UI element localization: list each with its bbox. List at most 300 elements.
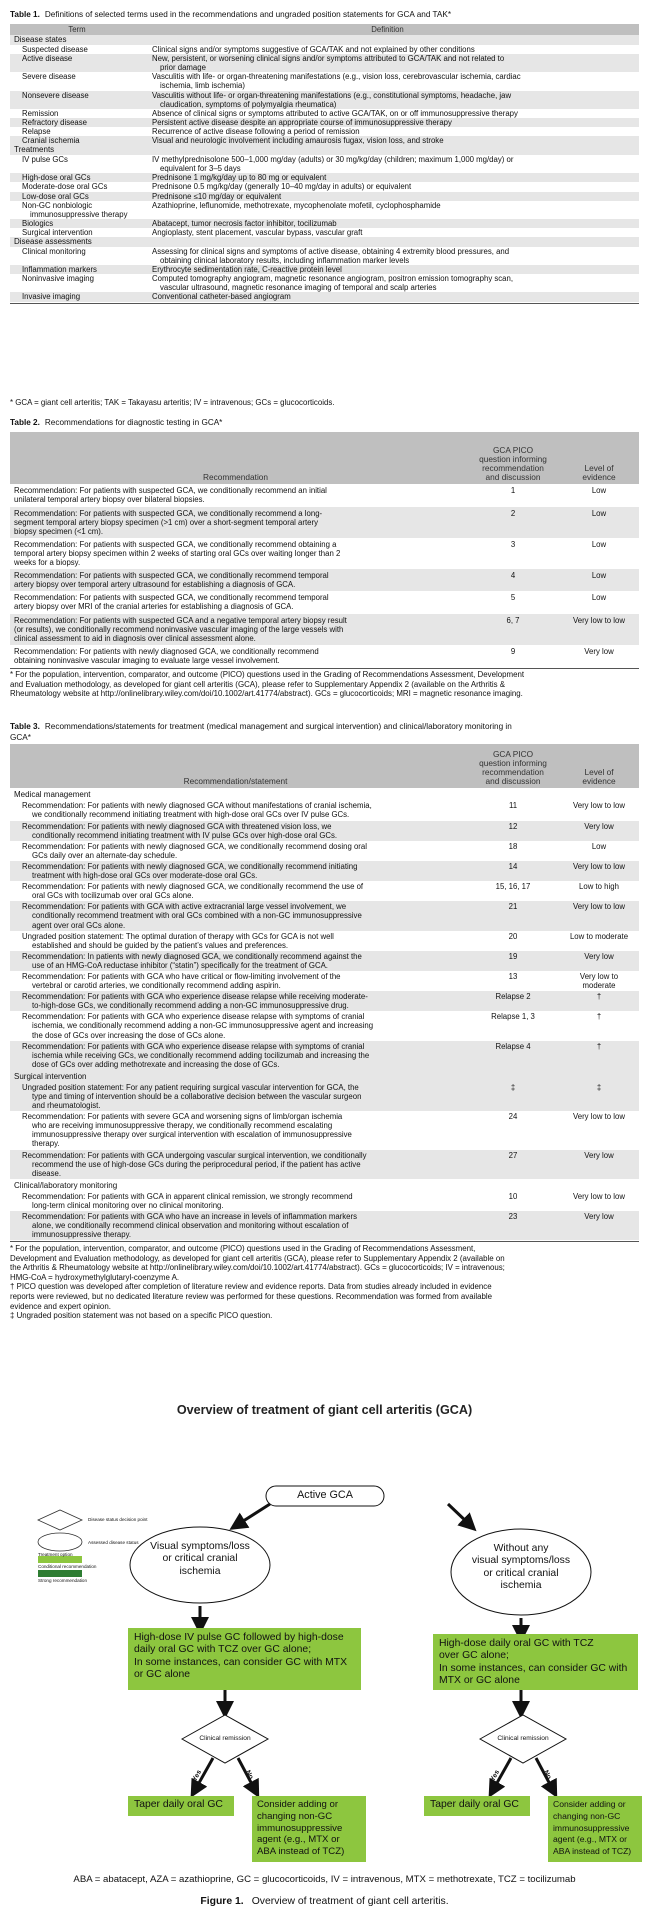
table1-row [10, 72, 639, 90]
pico-cell: 13 [508, 971, 518, 981]
recommendation-line: who are receiving immunosuppressive therapy, we conditionally recommend escalating [32, 1121, 333, 1131]
level-line: ‡ [596, 1082, 602, 1092]
recommendation-cell [14, 616, 463, 643]
recommendation-line: Recommendation: For patients with newly diagnosed GCA without manifestations of cranial ischemia, [22, 801, 372, 811]
definition-cell [140, 72, 635, 90]
pico-header-line: recommendation [482, 767, 544, 778]
level-line: Very low [584, 1150, 614, 1160]
pico-cell: 19 [508, 951, 518, 961]
recommendation-cell [14, 1012, 463, 1039]
table3-section-title: Surgical intervention [10, 1070, 639, 1082]
definition-line: Assessing for clinical signs and symptoms of active disease, obtaining 4 extremity blood pressures, and [152, 246, 510, 256]
recommendation-cell [14, 1042, 463, 1069]
table1-row [10, 118, 639, 127]
term: Inflammation markers [22, 265, 97, 275]
level-line: Very low to low [572, 861, 625, 871]
treatment-line: High-dose IV pulse GC followed by high-dose [134, 1632, 344, 1643]
left-status-text [130, 1541, 270, 1578]
pico-cell: 4 [510, 571, 516, 581]
pico-cell: 9 [510, 646, 516, 656]
table3-footnote-line: ‡ Ungraded position statement was not based on a specific PICO question. [10, 1311, 273, 1321]
table1-caption: Table 1. Definitions of selected terms used in the recommendations and ungraded position statements for GCA and TAK* [10, 10, 452, 19]
recommendation-line: Recommendation: For patients with suspected GCA, we conditionally recommend temporal [14, 571, 329, 581]
definition-line: Conventional catheter-based angiogram [152, 292, 291, 302]
table2-footnote-line: Rheumatology website at http://onlinelibrary.wiley.com/doi/10.1002/art.41774/abstract). GCs = glucocorticoids; MRI = magnetic resonance imaging. [10, 689, 523, 699]
recommendation-cell [14, 647, 463, 665]
consider-line: Consider adding or [257, 1799, 339, 1810]
caption-text: Recommendations/statements for treatment (medical management and surgical intervention) and clinical/laboratory monitoring in [44, 722, 512, 731]
recommendation-cell [14, 842, 463, 860]
level-line: † [596, 1041, 602, 1051]
pico-header-line: GCA PICO [492, 749, 534, 759]
term: High-dose oral GCs [22, 173, 91, 183]
pico-cell: 23 [508, 1212, 518, 1222]
right-decision-label: Clinical remission [497, 1735, 549, 1742]
consider-line: ABA instead of TCZ) [257, 1846, 345, 1858]
pico-header-line: and discussion [485, 472, 541, 483]
pico-cell: 3 [510, 539, 516, 549]
level-cell [563, 1083, 635, 1110]
left-consider-box [252, 1796, 366, 1862]
definition-cell [140, 155, 635, 173]
consider-line: Consider adding or [553, 1799, 626, 1809]
definition-line: Abatacept, tumor necrosis factor inhibitor, tocilizumab [152, 218, 337, 228]
recommendation-line: the dose of GCs over increasing the dose of GCs alone. [32, 1030, 226, 1040]
recommendation-line: Recommendation: For patients with GCA who experience disease relapse with symptoms of cranial [22, 1012, 365, 1022]
recommendation-line: conditionally recommend treatment with oral GCs combined with a non-GC immunosuppressive [32, 911, 362, 921]
table1-row [10, 109, 639, 118]
level-cell [563, 801, 635, 819]
term-cell [14, 118, 140, 127]
term-cell [14, 247, 140, 265]
treatment-line: daily oral GC with TCZ over GC alone; [134, 1644, 312, 1656]
col-pico-header [463, 446, 563, 482]
level-header-line: evidence [582, 776, 616, 787]
table3-bottom-rule [10, 1241, 639, 1242]
recommendation-cell [14, 1112, 463, 1148]
term: Remission [22, 108, 59, 118]
caption-line [10, 722, 639, 733]
pico-cell: ‡ [510, 1082, 516, 1092]
level-cell [563, 882, 635, 900]
term-cell [14, 228, 140, 237]
recommendation-line: Recommendation: For patients with GCA undergoing vascular surgical intervention, we conditionally [22, 1150, 367, 1160]
table3-row [10, 881, 639, 901]
table1-row [10, 274, 639, 292]
definition-line: Vasculitis with life- or organ-threatening manifestations (e.g., vision loss, cerebrovascular ischemia, cardiac [152, 72, 521, 82]
table1-row [10, 192, 639, 201]
recommendation-line: Recommendation: For patients with suspected GCA, we conditionally recommend an initial [14, 486, 327, 496]
level-line: Very low to low [572, 1112, 625, 1122]
right-yes-label: Yes [489, 1769, 502, 1783]
level-cell [563, 1012, 635, 1039]
right-taper-box: Taper daily oral GC [424, 1796, 530, 1816]
left-no-label: No [243, 1769, 255, 1781]
level-cell [563, 822, 635, 840]
definition-cell [140, 228, 635, 237]
recommendation-cell [14, 1212, 463, 1239]
status-line: visual symptoms/loss [471, 1555, 571, 1567]
term: Invasive imaging [22, 292, 81, 302]
recommendation-cell [14, 1192, 463, 1210]
level-line: moderate [582, 981, 616, 991]
recommendation-line: agent over oral GCs alone. [32, 920, 126, 930]
level-line: Very low [584, 951, 614, 961]
table1-row [10, 54, 639, 72]
definition-cell [140, 201, 635, 219]
table1-section-title: Disease states [10, 35, 639, 45]
table3-row [10, 821, 639, 841]
recommendation-line: Recommendation: For patients with suspected GCA, we conditionally recommend a long- [14, 508, 323, 518]
recommendation-line: long-term clinical monitoring over no clinical monitoring. [32, 1200, 224, 1210]
status-line: ischemia [500, 1580, 542, 1592]
recommendation-line: Recommendation: For patients with GCA who have an increase in levels of inflammation markers [22, 1212, 357, 1222]
legend-label-status: Assessed disease status [88, 1540, 139, 1545]
level-cell [563, 1112, 635, 1148]
recommendation-line: alone, we conditionally recommend clinical observation and monitoring without escalation of [32, 1221, 349, 1231]
level-cell [563, 862, 635, 880]
recommendation-line: type and timing of intervention should be a collaborative decision between the vascular surgeon [32, 1092, 362, 1101]
term-cell [14, 219, 140, 228]
recommendation-line: biopsy specimen (<1 cm). [14, 526, 104, 536]
recommendation-line: segment temporal artery biopsy specimen (>1 cm) over a short-segment temporal artery [14, 517, 318, 527]
table3 [10, 744, 639, 1240]
recommendation-cell [14, 952, 463, 970]
recommendation-line: weeks for a biopsy. [14, 558, 81, 568]
definition-line: Prednisone 1 mg/kg/day up to 80 mg or equivalent [152, 173, 327, 183]
recommendation-line: Recommendation: For patients with newly diagnosed GCA with threatened vision loss, we [22, 821, 332, 831]
term-cell [14, 54, 140, 72]
term: Biologics [22, 218, 54, 228]
table3-header [10, 744, 639, 788]
table3-footnote-line: Development and Evaluation methodology, as developed for giant cell arteritis (GCA), please refer to Supplementary Appendix 2 (available on [10, 1253, 505, 1263]
status-line: Visual symptoms/loss [150, 1541, 250, 1552]
term-cell [14, 136, 140, 145]
table3-footnote-line: * For the population, intervention, comparator, and outcome (PICO) questions used in the Grading of Recommendations Assessment, [10, 1244, 476, 1253]
term-cell [14, 265, 140, 274]
table2-row [10, 569, 639, 591]
treatment-line: over GC alone; [439, 1650, 509, 1662]
recommendation-line: Recommendation: For patients with newly diagnosed GCA, we conditionally recommend initiating [22, 861, 358, 871]
recommendation-cell [14, 801, 463, 819]
level-line: Very low [584, 821, 614, 831]
term-cell [14, 192, 140, 201]
level-line: † [596, 1012, 602, 1022]
pico-cell: Relapse 2 [495, 992, 531, 1002]
definition-line: Azathioprine, leflunomide, methotrexate, mycophenolate mofetil, cyclophosphamide [152, 200, 441, 210]
recommendation-line: Recommendation: For patients with newly diagnosed GCA, we conditionally recommend [14, 646, 319, 656]
recommendation-cell [14, 509, 463, 536]
recommendation-cell [14, 862, 463, 880]
recommendation-line: artery biopsy over temporal artery ultrasound for establishing a diagnosis of GCA. [14, 580, 296, 590]
col-def-header: Definition [371, 25, 404, 34]
level-cell: Low [591, 539, 607, 549]
recommendation-cell [14, 1083, 463, 1110]
table3-row [10, 1191, 639, 1211]
table3-label: Table 3. [10, 722, 40, 731]
table1-row [10, 173, 639, 182]
definition-line: Angioplasty, stent placement, vascular bypass, vascular graft [152, 227, 363, 237]
level-cell: Low [591, 508, 607, 518]
definition-line: vascular ultrasound, magnetic resonance imaging of temporal and scalp arteries [160, 283, 437, 293]
level-cell [563, 902, 635, 929]
table3-footnote-line: evidence and expert opinion. [10, 1301, 111, 1311]
definition-cell [140, 118, 635, 127]
pico-cell: 5 [510, 593, 516, 603]
definition-cell [140, 219, 635, 228]
recommendation-line: use of an HMG-CoA reductase inhibitor (“statin”) specifically for the treatment of GCA. [32, 960, 328, 970]
term-cell [14, 201, 140, 219]
table3-row [10, 1041, 639, 1070]
recommendation-line: and rheumatologist. [32, 1101, 101, 1111]
recommendation-cell [14, 932, 463, 950]
table3-row [10, 991, 639, 1011]
pico-cell: 27 [508, 1150, 518, 1160]
table1-footnote: * GCA = giant cell arteritis; TAK = Takayasu arteritis; IV = intravenous; GCs = glucocorticoids. [10, 398, 335, 407]
table3-footnotes [10, 1244, 639, 1321]
definition-cell [140, 127, 635, 136]
recommendation-line: to-high-dose GCs, we conditionally recommend adding a non-GC immunosuppressive drug. [32, 1001, 349, 1011]
table1-row [10, 265, 639, 274]
table1-row [10, 155, 639, 173]
pico-cell: 1 [510, 486, 516, 496]
pico-cell: Relapse 1, 3 [491, 1012, 535, 1022]
consider-line: changing non-GC [257, 1810, 333, 1822]
table2-caption: Table 2. Recommendations for diagnostic testing in GCA* [10, 418, 223, 427]
table1-row [10, 127, 639, 136]
table1-row [10, 201, 639, 219]
definition-cell [140, 173, 635, 182]
consider-line: agent (e.g., MTX or [257, 1834, 340, 1846]
recommendation-line: immunosuppressive therapy. [32, 1230, 132, 1240]
term: Nonsevere disease [22, 90, 89, 100]
recommendation-line: Recommendation: For patients with newly diagnosed GCA, we conditionally recommend the use of [22, 882, 364, 892]
recommendation-line: Recommendation: For patients with GCA in apparent clinical remission, we strongly recommend [22, 1191, 353, 1201]
table2-bottom-rule [10, 668, 639, 669]
right-consider-box [548, 1796, 642, 1862]
table2-footnote [10, 670, 639, 699]
level-line: Very low to low [572, 902, 625, 912]
recommendation-cell [14, 882, 463, 900]
pico-cell: 20 [508, 931, 518, 941]
table1-row [10, 136, 639, 145]
table1 [10, 24, 639, 302]
caption-text: GCA* [10, 732, 31, 742]
table3-row [10, 1211, 639, 1240]
recommendation-line: Recommendation: For patients with suspected GCA and a negative temporal artery biopsy result [14, 615, 347, 625]
definition-cell [140, 109, 635, 118]
recommendation-line: Recommendation: For patients with newly diagnosed GCA, we conditionally recommend dosing oral [22, 841, 367, 851]
recommendation-cell [14, 822, 463, 840]
pico-cell: 12 [508, 821, 518, 831]
table1-section-title: Treatments [10, 145, 639, 155]
term: Noninvasive imaging [22, 274, 94, 284]
col-level-header [563, 464, 635, 482]
pico-header-line: recommendation [482, 463, 544, 474]
pico-cell: 2 [510, 508, 516, 518]
level-line: Very low to [579, 971, 619, 981]
recommendation-line: therapy. [32, 1139, 60, 1149]
term: Active disease [22, 54, 73, 64]
recommendation-line: conditionally recommend initiating treatment with IV pulse GCs over high-dose oral GCs. [32, 830, 338, 840]
level-cell [563, 1192, 635, 1210]
recommendation-line: Recommendation: For patients with severe GCA and worsening signs of limb/organ ischemia [22, 1112, 343, 1122]
definition-line: Recurrence of active disease following a period of remission [152, 126, 360, 136]
table3-row [10, 1111, 639, 1149]
recommendation-line: obtaining noninvasive vascular imaging to evaluate large vessel involvement. [14, 655, 280, 665]
definition-cell [140, 292, 635, 301]
pico-header-line: question informing [479, 454, 547, 465]
definition-line: claudication, symptoms of polymyalgia rheumatica) [160, 99, 337, 109]
recommendation-line: Recommendation: For patients with GCA who experience disease relapse with symptoms of cranial [22, 1041, 365, 1051]
level-line: Low to high [579, 882, 619, 892]
table3-caption [10, 722, 639, 743]
term-cell [14, 127, 140, 136]
table3-section-title: Clinical/laboratory monitoring [14, 1180, 118, 1190]
consider-line: agent (e.g., MTX or [553, 1834, 628, 1845]
definition-line: Clinical signs and/or symptoms suggestive of GCA/TAK and not explained by other conditions [152, 45, 475, 55]
col-term-header: Term [68, 25, 86, 34]
definition-cell [140, 136, 635, 145]
recommendation-line: Recommendation: In patients with newly diagnosed GCA, we conditionally recommend against the [22, 951, 362, 961]
table1-row [10, 228, 639, 237]
treatment-line: In some instances, can consider GC with MTX [134, 1656, 348, 1668]
table1-header [10, 24, 639, 35]
table2-footnote-line: * For the population, intervention, comparator, and outcome (PICO) questions used in the Grading of Recommendations Assessment, Development [10, 670, 525, 679]
term: Clinical monitoring [22, 246, 86, 256]
consider-line: ABA instead of TCZ) [553, 1846, 632, 1857]
recommendation-line: ischemia, we conditionally recommend adding a non-GC immunosuppressive agent and increasing [32, 1021, 374, 1031]
level-cell [563, 1151, 635, 1178]
definition-cell [140, 265, 635, 274]
treatment-line: High-dose daily oral GC with TCZ [439, 1638, 594, 1649]
right-treatment-box [433, 1634, 638, 1690]
pico-header-line: question informing [479, 758, 547, 769]
term-cell [14, 155, 140, 173]
recommendation-line: unilateral temporal artery biopsy over bilateral biopsies. [14, 495, 205, 505]
recommendation-cell [14, 486, 463, 504]
consider-line: immunosuppressive [257, 1822, 343, 1834]
table2-row [10, 507, 639, 538]
legend-label-strong: Strong recommendation [38, 1578, 88, 1583]
definition-cell [140, 54, 635, 72]
pico-cell: 10 [508, 1191, 518, 1201]
term: Non-GC nonbiologic [22, 200, 93, 210]
recommendation-line: Recommendation: For patients with GCA who have critical or flow-limiting involvement of the [22, 971, 341, 981]
definition-cell [140, 192, 635, 201]
table2 [10, 432, 639, 667]
term: Moderate-dose oral GCs [22, 182, 108, 192]
pico-cell: 24 [508, 1112, 518, 1122]
definition-line: Prednisone 0.5 mg/kg/day (generally 10–40 mg/day in adults) or equivalent [152, 182, 412, 192]
left-decision-label: Clinical remission [199, 1735, 251, 1742]
recommendation-cell [14, 972, 463, 990]
definition-line: Computed tomography angiogram, magnetic resonance angiogram, positron emission tomography scan, [152, 274, 514, 284]
level-cell: Very low [584, 646, 614, 656]
definition-line: Prednisone ≤10 mg/day or equivalent [152, 191, 282, 201]
level-line: Very low to low [572, 801, 625, 811]
recommendation-line: temporal artery biopsy specimen within 2 weeks of starting oral GCs over waiting longer than 2 [14, 548, 341, 558]
table2-row [10, 614, 639, 645]
status-line: or critical cranial [483, 1567, 559, 1579]
pico-header-line: GCA PICO [492, 445, 534, 455]
table3-row [10, 1150, 639, 1179]
recommendation-line: artery biopsy over MRI of the cranial arteries for establishing a diagnosis of GCA. [14, 602, 294, 612]
term-cell [14, 45, 140, 54]
term: Refractory disease [22, 117, 88, 127]
level-cell [563, 952, 635, 970]
recommendation-line: Ungraded position statement: The optimal duration of therapy with GCs for GCA is not well [22, 931, 334, 941]
table3-footnote-line: reports were reviewed, but no dedicated literature review was performed for these questions. Recommendation was formed from available [10, 1291, 493, 1301]
definition-line: Absence of clinical signs or symptoms attributed to active GCA/TAK, on or off immunosuppressive therapy [152, 108, 518, 118]
level-cell: Low [591, 571, 607, 581]
definition-cell [140, 182, 635, 191]
treatment-line: In some instances, can consider GC with [439, 1662, 628, 1674]
table3-footnote-line: † PICO question was developed after completion of literature review and evidence reports. Data from studies already included in evidence [10, 1282, 492, 1292]
col-level-header [563, 768, 635, 786]
table3-row [10, 1011, 639, 1040]
level-cell: Low [591, 593, 607, 603]
definition-line: Persistent active disease despite an appropriate course of immunosuppressive therapy [152, 117, 452, 127]
level-line: † [596, 992, 602, 1002]
definition-line: Erythrocyte sedimentation rate, C-reactive protein level [152, 265, 342, 275]
term: Severe disease [22, 72, 76, 82]
pico-header-line: and discussion [485, 776, 541, 787]
col-rec-header: Recommendation/statement [183, 776, 288, 787]
definition-cell [140, 45, 635, 54]
recommendation-line: vertebral or carotid arteries, we conditionally recommend adding aspirin. [32, 981, 281, 991]
level-cell [563, 992, 635, 1010]
treatment-line: or GC alone [134, 1669, 191, 1681]
left-treatment-box [128, 1628, 361, 1690]
pico-cell: 15, 16, 17 [495, 882, 531, 892]
term: Relapse [22, 126, 51, 136]
consider-line: changing non-GC [553, 1810, 621, 1821]
left-taper-box: Taper daily oral GC [128, 1796, 234, 1816]
recommendation-line: treatment with high-dose oral GCs over moderate-dose oral GCs. [32, 871, 258, 881]
definition-line: obtaining clinical laboratory results, including inflammation marker levels [160, 256, 410, 266]
definition-cell [140, 247, 635, 265]
figure-title: Overview of treatment of giant cell arteritis (GCA) [176, 1403, 473, 1417]
recommendation-cell [14, 992, 463, 1010]
term: Suspected disease [22, 45, 88, 55]
legend-label-treatment-1: Treatment option [38, 1552, 73, 1557]
table1-bottom-rule [10, 303, 639, 304]
term-cell [14, 292, 140, 301]
figure1 [0, 1390, 649, 1920]
level-cell [563, 972, 635, 990]
status-line: Without any [493, 1543, 549, 1554]
pico-cell: 21 [508, 902, 518, 912]
term-cell [14, 109, 140, 118]
recommendation-line: dose of GCs over adding methotrexate and increasing the dose of GCs. [32, 1059, 280, 1069]
table2-row [10, 484, 639, 506]
pico-cell: 18 [508, 841, 518, 851]
recommendation-cell [14, 902, 463, 929]
recommendation-cell [14, 571, 463, 589]
treatment-line: MTX or GC alone [439, 1675, 520, 1687]
recommendation-cell [14, 540, 463, 567]
term-cell [14, 72, 140, 90]
table3-row [10, 841, 639, 861]
pico-cell: Relapse 4 [495, 1041, 531, 1051]
level-cell [563, 842, 635, 860]
table1-section-title: Disease assessments [10, 237, 639, 247]
col-rec-header: Recommendation [202, 472, 269, 483]
definition-line: equivalent for 3–5 days [160, 164, 241, 174]
recommendation-cell [14, 1151, 463, 1178]
recommendation-line: oral GCs with tocilizumab over oral GCs alone. [32, 891, 194, 901]
